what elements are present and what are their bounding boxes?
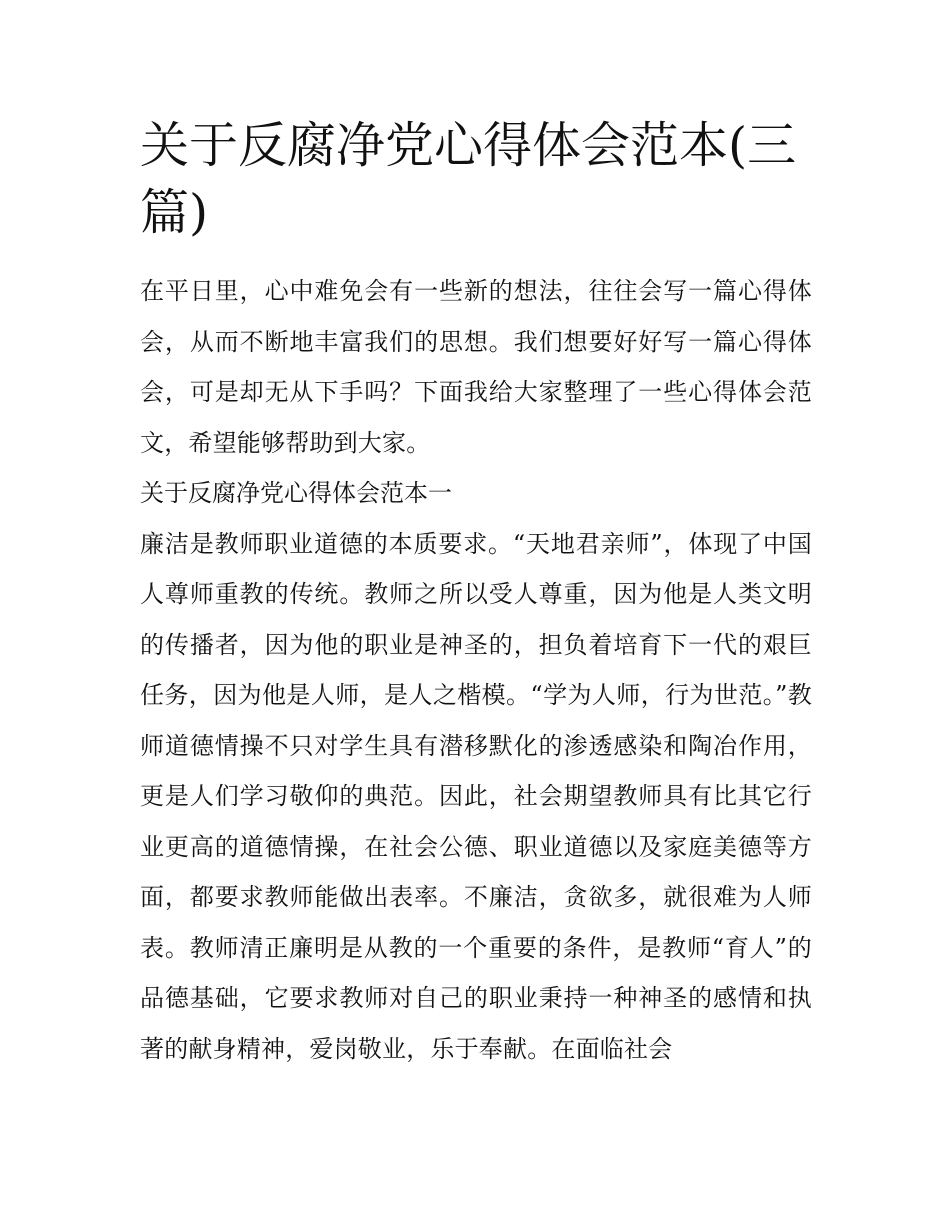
section-body-paragraph: 廉洁是教师职业道德的本质要求。“天地君亲师”，体现了中国人尊师重教的传统。教师之所以受人尊重，因为他是人类文明的传播者，因为他的职业是神圣的，担负着培育下一代的艰巨任务，因为他是人师，是人之楷模。“学为人师，行为世范。”教师道德情操不只对学生具有潜移默化的渗透感染和陶冶作用，更是人们学习敬仰的典范。因此，社会期望教师具有比其它行业更高的道德情操，在社会公德、职业道德以及家庭美德等方面，都要求教师能做出表率。不廉洁，贪欲多，就很难为人师表。教师清正廉明是从教的一个重要的条件，是教师“育人”的品德基础，它要求教师对自己的职业秉持一种神圣的感情和执著的献身精神，爱岗敬业，乐于奉献。在面临社会 — [140, 529, 812, 1063]
document-title: 关于反腐净党心得体会范本(三篇) — [140, 117, 797, 241]
section-heading: 关于反腐净党心得体会范本一 — [140, 479, 452, 507]
intro-paragraph: 在平日里，心中难免会有一些新的想法，往往会写一篇心得体会，从而不断地丰富我们的思想。我们想要好好写一篇心得体会，可是却无从下手吗？下面我给大家整理了一些心得体会范文，希望能够帮助到大家。 — [140, 277, 812, 457]
document-page — [140, 112, 812, 1074]
